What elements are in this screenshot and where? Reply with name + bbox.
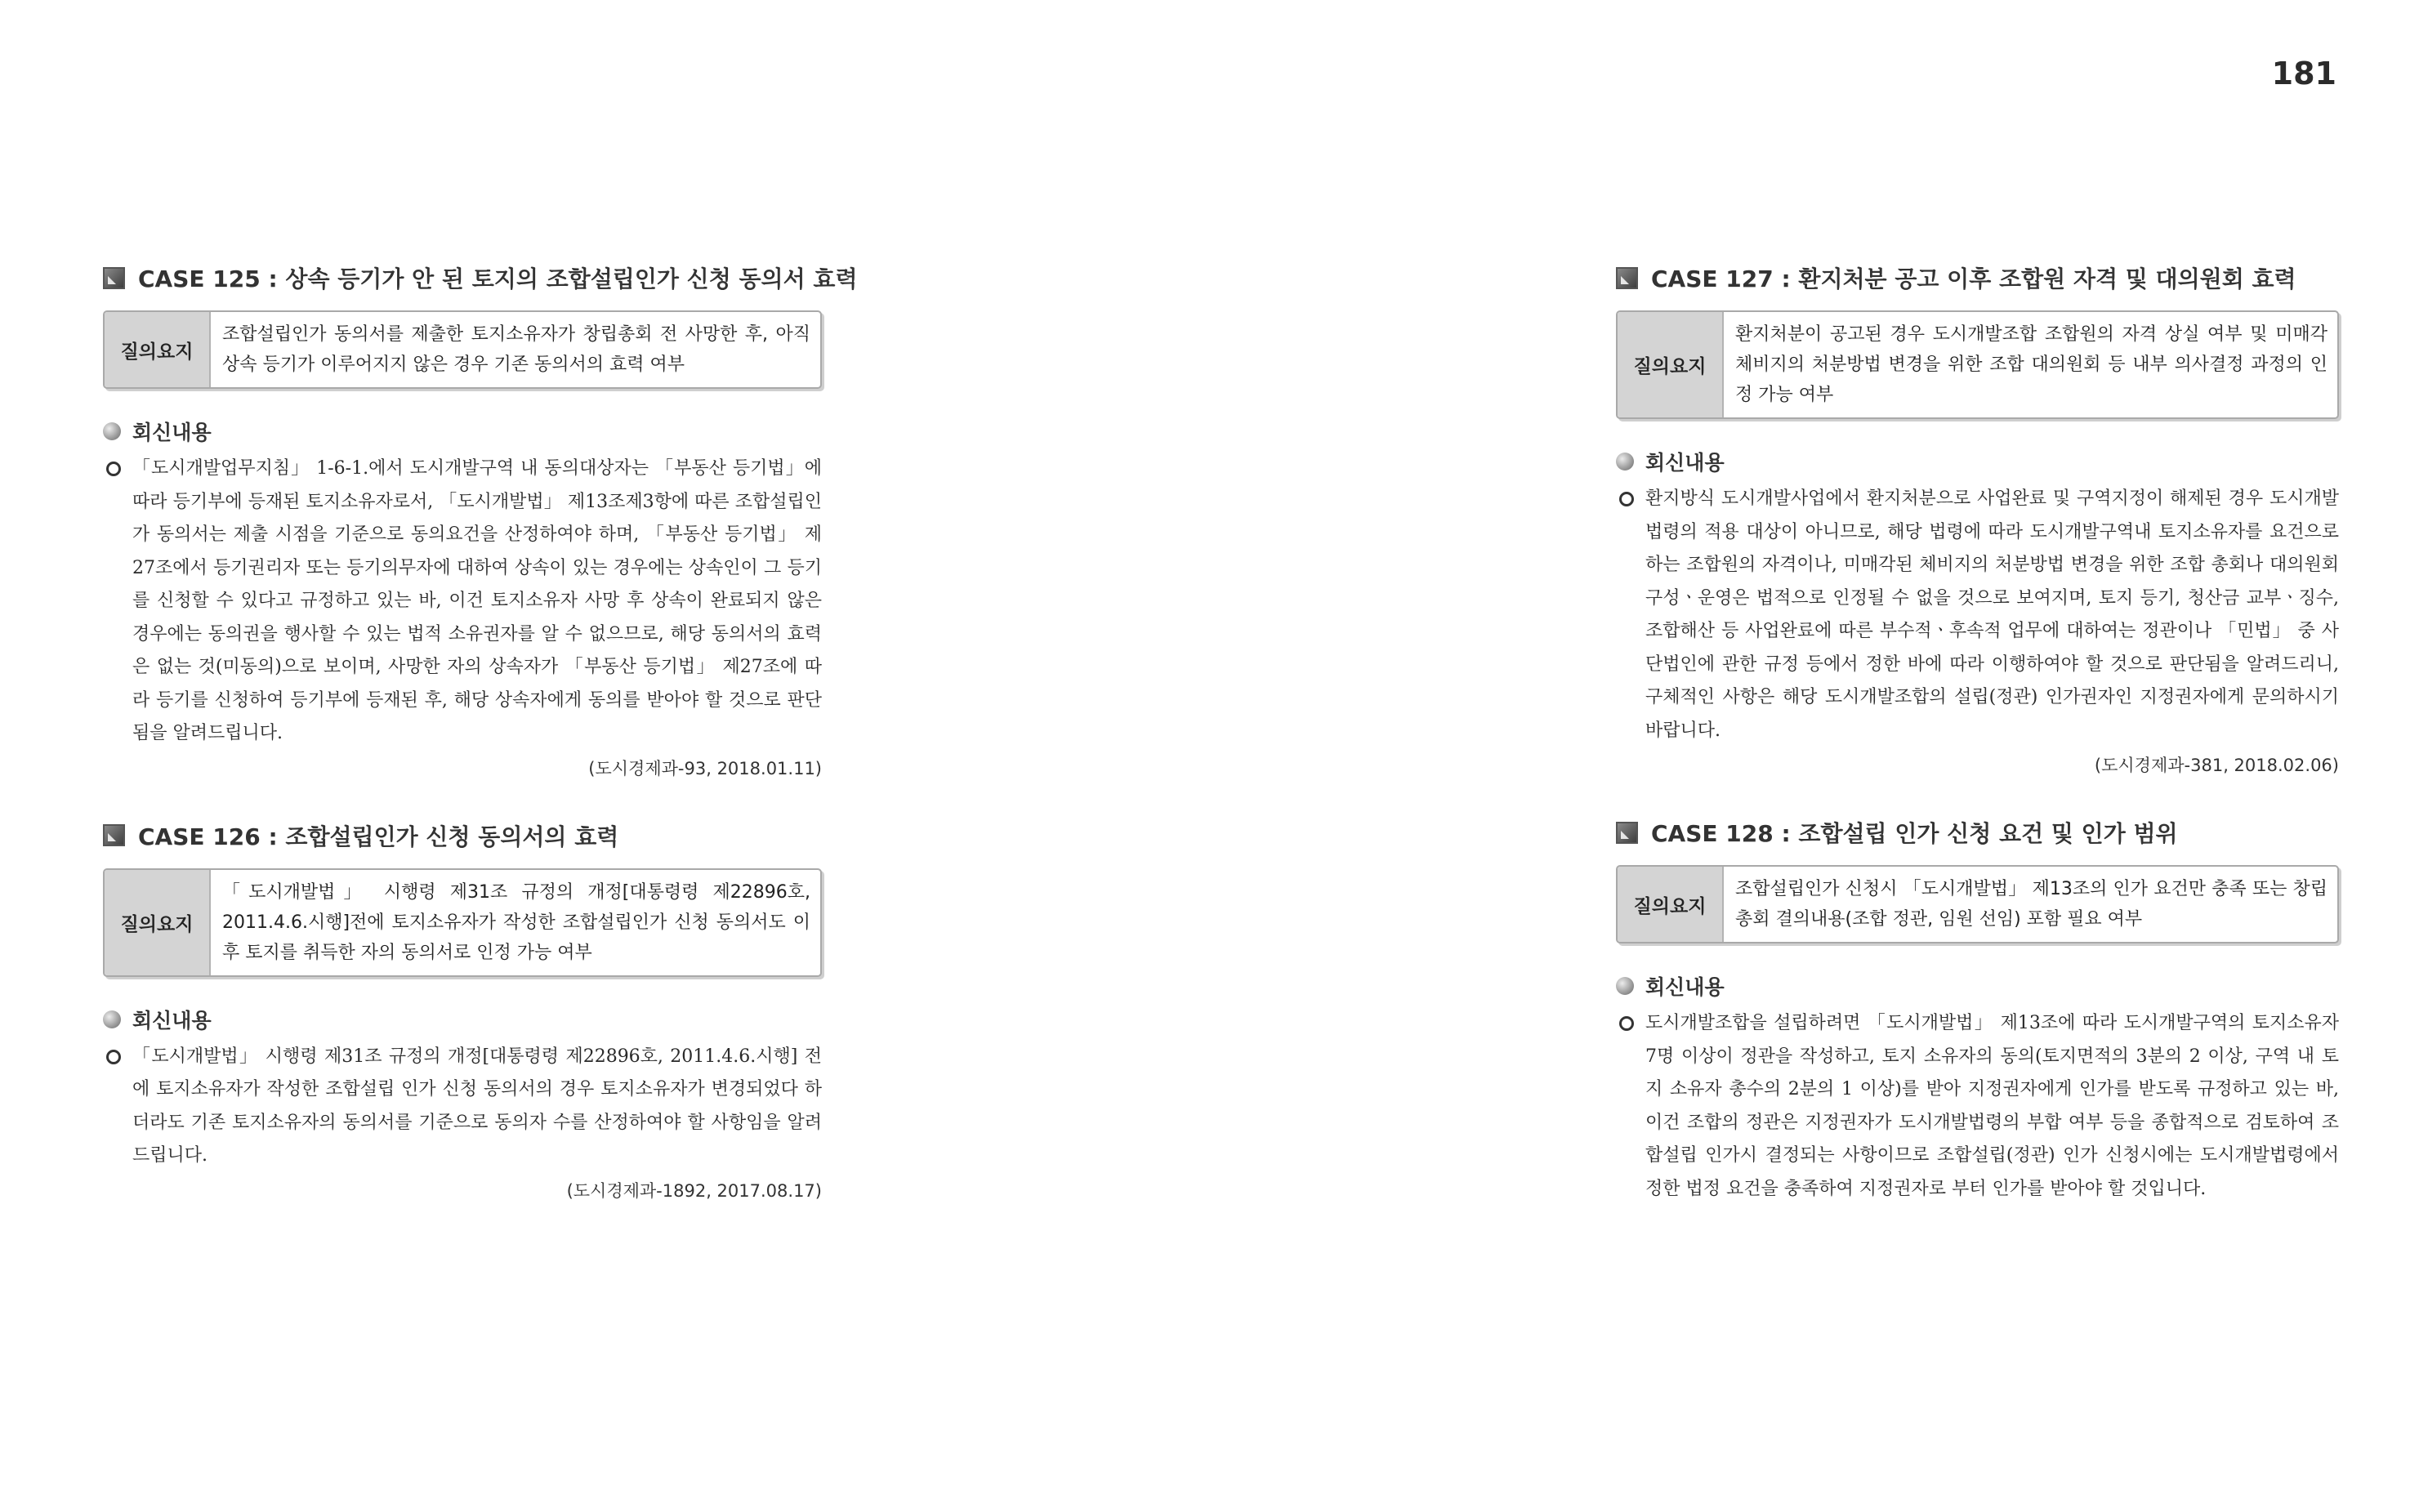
case-heading-icon — [1616, 822, 1638, 844]
case-title — [103, 260, 858, 296]
page-number: 181 — [2271, 56, 2336, 91]
case-block — [103, 818, 822, 1202]
reply-text: 「도시개발법」 시행령 제31조 규정의 개정[대통령령 제22896호, 2011.4.6.시행] 전에 토지소유자가 작성한 조합설립 인가 신청 동의서의 경우 토지소유자가 변경되었다 하더라도 기존 토지소유자의 동의서를 기준으로 동의자 수를 산정하여야 할 사항임을 알려드립니다. — [132, 1046, 822, 1166]
left-column — [103, 260, 858, 1240]
reply-heading-icon — [1616, 453, 1634, 471]
reply-text: 도시개발조합을 설립하려면 「도시개발법」 제13조에 따라 도시개발구역의 토지소유자 7명 이상이 정관을 작성하고, 토지 소유자의 동의(토지면적의 3분의 2 이상, 구역 내 토지 소유자 총수의 2분의 1 이상)를 받아 지정권자에게 인가를 받도록 규정하고 있는 바, 이건 조합의 정관은 지정권자가 도시개발법령의 부합 여부 등을 종합적으로 검토하여 조합설립 인가시 결정되는 사항이므로 조합설립(정관) 인가 신청시에는 도시개발법령에서 정한 법정 요건을 충족하여 지정권자로 부터 인가를 받아야 할 것입니다. — [1645, 1013, 2339, 1199]
reply-heading-icon — [1616, 977, 1634, 995]
reply-heading — [103, 417, 822, 446]
source-citation: (도시경제과-381, 2018.02.06) — [2094, 756, 2339, 775]
case-block — [1616, 814, 2339, 1206]
bullet-icon — [106, 462, 121, 476]
reply-body — [1616, 1007, 2339, 1206]
case-block — [1616, 260, 2339, 777]
reply-text: 환지방식 도시개발사업에서 환지처분으로 사업완료 및 구역지정이 해제된 경우 도시개발법령의 적용 대상이 아니므로, 해당 법령에 따라 도시개발구역내 토지소유자를 요건으로 하는 조합원의 자격이나, 미매각된 체비지의 처분방법 변경을 위한 조합 총회나 대의원회 구성ㆍ운영은 법적으로 인정될 수 없을 것으로 보여지며, 토지 등기, 청산금 교부ㆍ징수, 조합해산 등 사업완료에 따른 부수적ㆍ후속적 업무에 대하여는 정관이나 「민법」 중 사단법인에 관한 규정 등에서 정한 바에 따라 이행하여야 할 것으로 판단됨을 알려드리니, 구체적인 사항은 해당 도시개발조합의 설립(정관) 인가권자인 지정권자에게 문의하시기 바랍니다. — [1645, 488, 2339, 741]
case-heading-icon — [1616, 267, 1638, 289]
reply-body — [1616, 483, 2339, 747]
case-title-text: CASE 128 : 조합설립 인가 신청 요건 및 인가 범위 — [1651, 820, 2178, 847]
case-title-text: CASE 126 : 조합설립인가 신청 동의서의 효력 — [138, 823, 619, 850]
case-heading-icon — [103, 267, 125, 289]
reply-heading-text: 회신내용 — [1645, 451, 1725, 475]
right-column — [1616, 260, 2339, 1243]
query-text: 조합설립인가 동의서를 제출한 토지소유자가 창립총회 전 사망한 후, 아직 상속 등기가 이루어지지 않은 경우 기존 동의서의 효력 여부 — [222, 324, 810, 375]
reply-text: 「도시개발업무지침」 1-6-1.에서 도시개발구역 내 동의대상자는 「부동산 등기법」에 따라 등기부에 등재된 토지소유자로서, 「도시개발법」 제13조제3항에 따른 조합설립인가 동의서는 제출 시점을 기준으로 동의요건을 산정하여야 하며, 「부동산 등기법」 제27조에서 등기권리자 또는 등기의무자에 대하여 상속이 있는 경우에는 상속인이 그 등기를 신청할 수 있다고 규정하고 있는 바, 이건 토지소유자 사망 후 상속이 완료되지 않은 경우에는 동의권을 행사할 수 있는 법적 소유권자를 알 수 없으므로, 해당 동의서의 효력은 없는 것(미동의)으로 보이며, 사망한 자의 상속자가 「부동산 등기법」 제27조에 따라 등기를 신청하여 등기부에 등재된 후, 해당 상속자에게 동의를 받아야 할 것으로 판단됨을 알려드립니다. — [132, 458, 822, 743]
case-title — [103, 818, 822, 854]
query-box — [1616, 310, 2339, 419]
query-text: 조합설립인가 신청시 「도시개발법」 제13조의 인가 요건만 충족 또는 창립총회 결의내용(조합 정관, 임원 선임) 포함 필요 여부 — [1735, 879, 2328, 930]
case-heading-icon — [103, 824, 125, 846]
bullet-icon — [1619, 492, 1634, 506]
query-label: 질의요지 — [105, 870, 211, 975]
reply-heading — [1616, 971, 2339, 1001]
reply-heading-text: 회신내용 — [1645, 975, 1725, 999]
case-block — [103, 260, 858, 780]
bullet-icon — [106, 1050, 121, 1064]
reply-heading-icon — [103, 422, 121, 440]
query-text: 환지처분이 공고된 경우 도시개발조합 조합원의 자격 상실 여부 및 미매각 체비지의 처분방법 변경을 위한 조합 대의원회 등 내부 의사결정 과정의 인정 가능 여부 — [1735, 324, 2328, 405]
query-text: 「도시개발법」 시행령 제31조 규정의 개정[대통령령 제22896호, 2011.4.6.시행]전에 토지소유자가 작성한 조합설립인가 신청 동의서도 이후 토지를 취득한 자의 동의서로 인정 가능 여부 — [222, 881, 810, 963]
reply-heading-text: 회신내용 — [132, 421, 212, 444]
reply-heading — [103, 1005, 822, 1034]
case-title — [1616, 814, 2339, 850]
reply-body — [103, 1041, 822, 1173]
query-box — [103, 868, 822, 977]
query-box — [1616, 865, 2339, 943]
reply-heading-icon — [103, 1010, 121, 1028]
query-box — [103, 310, 822, 389]
reply-heading — [1616, 447, 2339, 476]
query-label: 질의요지 — [105, 312, 211, 387]
case-title — [1616, 260, 2339, 296]
bullet-icon — [1619, 1016, 1634, 1031]
case-title-text: CASE 127 : 환지처분 공고 이후 조합원 자격 및 대의원회 효력 — [1651, 265, 2296, 292]
query-label: 질의요지 — [1618, 867, 1724, 942]
reply-heading-text: 회신내용 — [132, 1008, 212, 1033]
case-title-text: CASE 125 : 상속 등기가 안 된 토지의 조합설립인가 신청 동의서 효력 — [138, 265, 858, 292]
source-citation: (도시경제과-1892, 2017.08.17) — [566, 1180, 822, 1201]
source-citation: (도시경제과-93, 2018.01.11) — [588, 758, 822, 778]
reply-body — [103, 453, 822, 751]
query-label: 질의요지 — [1618, 312, 1724, 417]
